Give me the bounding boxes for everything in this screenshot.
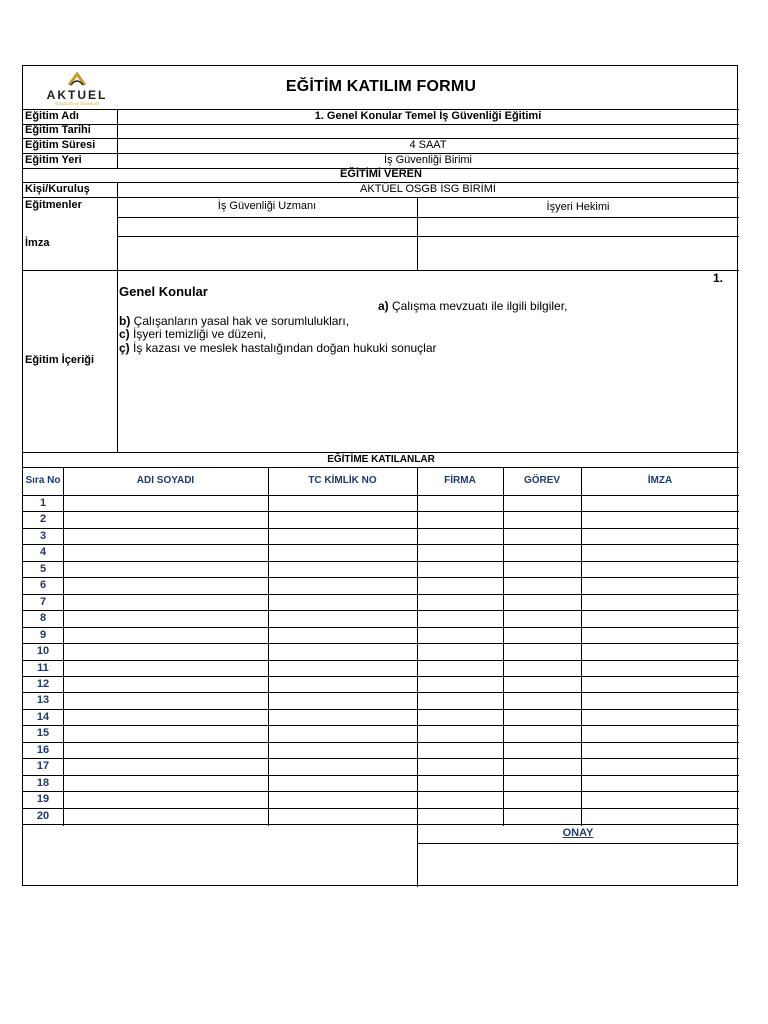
row-number: 11 xyxy=(37,661,49,674)
row-number: 13 xyxy=(36,694,50,707)
row-number: 3 xyxy=(39,529,47,542)
label-kisi-kurulus: Kişi/Kuruluş xyxy=(25,183,90,195)
value-egitim-suresi[interactable]: 4 SAAT xyxy=(409,139,447,151)
label-egitim-icerigi: Eğitim İçeriği xyxy=(25,354,95,366)
content-item-b: b) Çalışanların yasal hak ve sorumlulukları, xyxy=(119,314,350,328)
table-row[interactable] xyxy=(63,610,739,626)
value-kisi-kurulus[interactable]: AKTÜEL OSGB İSG BİRİMİ xyxy=(360,183,496,195)
label-imza: İmza xyxy=(25,237,50,249)
training-attendance-form xyxy=(22,65,738,886)
row-number: 1 xyxy=(39,497,47,509)
table-row[interactable] xyxy=(63,758,739,774)
row-number: 8 xyxy=(39,612,47,625)
table-row[interactable] xyxy=(63,495,739,511)
row-number: 16 xyxy=(36,743,50,756)
row-number: 4 xyxy=(39,546,47,559)
value-egitim-yeri[interactable]: İş Güvenliği Birimi xyxy=(383,154,473,166)
table-row[interactable] xyxy=(63,676,739,692)
table-row[interactable] xyxy=(63,791,739,807)
table-row[interactable] xyxy=(63,594,739,610)
row-number: 17 xyxy=(36,760,50,773)
col-tc-kimlik: TC KİMLİK NO xyxy=(308,475,377,486)
table-row[interactable] xyxy=(63,528,739,544)
table-row[interactable] xyxy=(63,577,739,593)
label-egitim-adi: Eğitim Adı xyxy=(25,110,79,122)
col-imza: İMZA xyxy=(647,475,673,486)
table-row[interactable] xyxy=(63,511,739,527)
row-number: 14 xyxy=(36,710,50,723)
form-title: EĞİTİM KATILIM FORMU xyxy=(285,78,477,95)
table-row[interactable] xyxy=(63,692,739,708)
content-heading: Genel Konular xyxy=(119,284,208,299)
row-number: 6 xyxy=(39,579,47,592)
row-number: 10 xyxy=(36,645,50,658)
row-number: 5 xyxy=(39,562,47,575)
col-adi-soyadi: ADI SOYADI xyxy=(136,475,195,486)
row-number: 19 xyxy=(36,793,50,806)
content-item-c: c) İşyeri temizliği ve düzeni, xyxy=(119,327,267,341)
row-number: 15 xyxy=(36,727,50,740)
col-gorev: GÖREV xyxy=(523,475,561,486)
section-katilanlar: EĞİTİME KATILANLAR xyxy=(327,454,435,465)
row-number: 7 xyxy=(39,595,47,608)
label-egitim-yeri: Eğitim Yeri xyxy=(25,154,82,166)
trainer-uzman[interactable]: İş Güvenliği Uzmanı xyxy=(217,200,317,212)
label-egitim-suresi: Eğitim Süresi xyxy=(25,139,96,151)
table-row[interactable] xyxy=(63,627,739,643)
notes-box[interactable] xyxy=(23,826,417,887)
table-row[interactable] xyxy=(63,725,739,741)
table-row[interactable] xyxy=(63,742,739,758)
table-row[interactable] xyxy=(63,808,739,824)
table-row[interactable] xyxy=(63,775,739,791)
row-number: 12 xyxy=(36,677,50,690)
col-firma: FİRMA xyxy=(444,475,476,486)
section-egitimi-veren: EĞİTİMİ VEREN xyxy=(340,168,422,180)
content-item-a: a) Çalışma mevzuatı ile ilgili bilgiler, xyxy=(378,299,568,313)
row-number: 20 xyxy=(36,809,50,822)
approval-box[interactable] xyxy=(417,843,739,887)
table-row[interactable] xyxy=(63,561,739,577)
row-number: 9 xyxy=(39,628,47,641)
content-item-cc: ç) İş kazası ve meslek hastalığından doğan hukuki sonuçlar xyxy=(119,341,437,355)
onay-label: ONAY xyxy=(562,827,594,839)
trainer-hekim[interactable]: İşyeri Hekimi xyxy=(546,201,610,213)
table-row[interactable] xyxy=(63,660,739,676)
row-number: 2 xyxy=(39,513,47,526)
svg-text:İŞ SAĞLIĞI VE GÜVENLİĞİ: İŞ SAĞLIĞI VE GÜVENLİĞİ xyxy=(55,102,99,106)
svg-text:AKTUEL: AKTUEL xyxy=(46,88,108,102)
table-row[interactable] xyxy=(63,709,739,725)
table-row[interactable] xyxy=(63,643,739,659)
row-number: 18 xyxy=(36,776,50,789)
label-egitmenler: Eğitmenler xyxy=(25,199,82,211)
table-row[interactable] xyxy=(63,544,739,560)
content-number: 1. xyxy=(713,271,724,285)
value-egitim-adi[interactable]: 1. Genel Konular Temel İş Güvenliği Eğitimi xyxy=(314,110,542,122)
label-egitim-tarihi: Eğitim Tarihi xyxy=(25,124,91,136)
col-sira-no: Sıra No xyxy=(25,475,61,486)
